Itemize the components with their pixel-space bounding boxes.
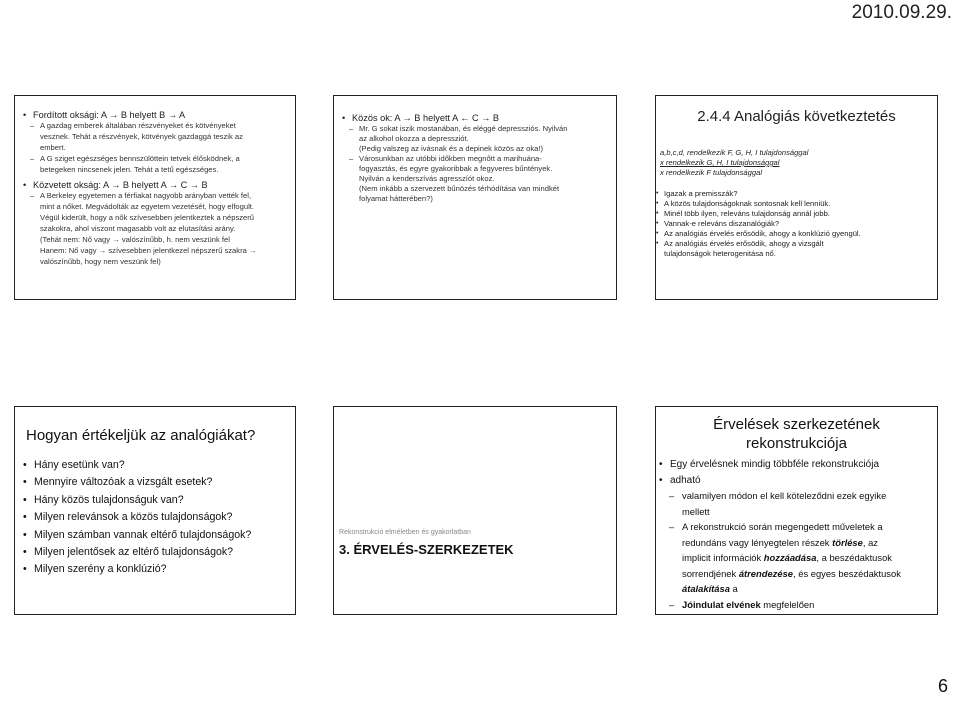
text-emphasis: törlése xyxy=(832,536,863,548)
question-item: • Vannak-e releváns diszanalógiák? xyxy=(656,219,933,229)
sub-bullet-cont: az alkohol okozza a depressziót. xyxy=(359,134,469,143)
sub-bullet: – A gazdag emberek általában részvényeket és kötvényeket xyxy=(19,121,287,131)
list-item: • Hány közös tulajdonságuk van? xyxy=(21,492,289,509)
list-item: • Egy érvelésnek mindig többféle rekonstrukciója xyxy=(656,457,929,473)
sub-item xyxy=(656,597,929,613)
text-run: a xyxy=(729,583,738,594)
schema-conclusion: x rendelkezik F tulajdonsággal xyxy=(660,168,763,177)
text-strong: Jóindulat elvének xyxy=(682,598,761,610)
sub-bullet-cont: betegeken nincsenek jelen. Tehát a tetű egészséges. xyxy=(40,165,219,174)
list-item: • Milyen relevánsok a közös tulajdonságok? xyxy=(21,509,289,526)
question-item: • Igazak a premisszák? xyxy=(656,189,933,199)
sub-bullet: – Városunkban az utóbbi időkben megnőtt a marihuána- xyxy=(338,154,610,164)
question-item: • A közös tulajdonságoknak sontosnak kell lenniük. xyxy=(656,199,933,209)
list-item: • Milyen számban vannak eltérő tulajdonságok? xyxy=(21,527,289,544)
list-item-cont xyxy=(656,473,929,489)
question-item-cont: tulajdonságok heterogenitása nő. xyxy=(664,249,776,258)
question-item: • Az analógiás érvelés erősödik, ahogy a vizsgált xyxy=(656,239,933,249)
slide-6-title-line-1: Érvelések szerkezetének xyxy=(713,416,880,433)
slide-5-subtitle: Rekonstrukció elméletben és gyakorlatban xyxy=(339,529,471,536)
sub-item: – valamilyen módon el kell köteleződni ezek egyike xyxy=(656,488,929,504)
text-run: megfelelően xyxy=(760,598,815,610)
bullet-forditott-oksag: • Fordított oksági: A → B helyett B → A xyxy=(19,110,287,121)
sub-bullet-cont: embert. xyxy=(40,143,66,152)
slide-6-title-line-2: rekonstrukciója xyxy=(746,435,847,452)
sub-bullet-cont: Végül kiderült, hogy a nők szívesebben jelentkeztek a népszerű xyxy=(40,213,255,222)
slide-2 xyxy=(333,95,617,300)
slide-1-body xyxy=(19,108,287,268)
slide-4 xyxy=(14,406,296,615)
sub-bullet-cont: szakokra, ahol viszont magasabb volt az elutasítási arány. xyxy=(40,224,236,233)
text-emphasis: átalakítása xyxy=(682,583,730,594)
sub-bullet-cont: (Tehát nem: Nő vagy → valószínűbb, h. nem veszünk fel xyxy=(40,235,230,244)
slide-4-title: Hogyan értékeljük az analógiákat? xyxy=(26,427,256,444)
sub-bullet-cont: fogyasztás, és egyre gyakoribbak a fegyveres bűntények. xyxy=(359,164,553,173)
sub-item: – A rekonstrukció során megengedett műveletek a xyxy=(656,519,929,535)
sub-item-cont: mellett xyxy=(682,505,710,517)
sub-bullet-cont: valószínűbb, hogy nem veszünk fel) xyxy=(40,257,161,266)
sub-bullet-cont: (Nem inkább a szervezett bűnözés térhódítása van mindkét xyxy=(359,184,560,193)
page-number: 6 xyxy=(937,676,948,696)
list-item: • Hány esetünk van? xyxy=(21,457,289,474)
slide-3-title: 2.4.4 Analógiás következtetés xyxy=(697,108,896,125)
bullet-kozos-ok: • Közös ok: A → B helyett A ← C → B xyxy=(338,113,610,124)
slide-6-list xyxy=(656,457,929,612)
sub-bullet: – Mr. G sokat iszik mostanában, és eléggé depressziós. Nyilván xyxy=(338,124,610,134)
sub-bullet-cont: Nyilván a kenderszívás agresszíót okoz. xyxy=(359,174,495,183)
slide-3-questions xyxy=(656,189,933,259)
sub-bullet-cont: folyamat hátterében?) xyxy=(359,194,433,203)
slide-5 xyxy=(333,406,617,615)
text-run: , és egyes beszédaktusok xyxy=(793,567,901,579)
question-item: • Az analógiás érvelés erősödik, ahogy a konklúzió gyengül. xyxy=(656,229,933,239)
sub-bullet-cont: Hanem: Nő vagy → szívesebben jelentkezel népszerű szakra → xyxy=(40,246,257,255)
sub-item-cont xyxy=(656,550,929,566)
list-item: • Milyen szerény a konklúzió? xyxy=(21,561,289,578)
slide-4-list xyxy=(21,457,289,579)
analogy-schema xyxy=(660,148,808,178)
list-item: • Milyen jelentősek az eltérő tulajdonságok? xyxy=(21,544,289,561)
text-run: redundáns vagy lényegtelen részek xyxy=(682,536,830,548)
bullet-kozvetett-oksag: • Közvetett okság: A → B helyett A → C → B xyxy=(19,180,287,191)
sub-item-cont xyxy=(656,566,929,582)
sub-bullet-cont: vesznek. Tehát a részvények, kötvények gazdaggá teszik az xyxy=(40,132,243,141)
question-item: • Minél több ilyen, releváns tulajdonság annál jobb. xyxy=(656,209,933,219)
header-date: 2010.09.29. xyxy=(851,2,952,23)
slide-6 xyxy=(655,406,938,615)
sub-bullet-cont: (Pedig valszeg az ivásnak és a depinek közös az oka!) xyxy=(359,144,544,153)
text-run: , az xyxy=(862,536,878,548)
slide-5-title: 3. ÉRVELÉS-SZERKEZETEK xyxy=(339,542,514,557)
schema-premise-2: x rendelkezik G, H, I tulajdonsággal xyxy=(660,158,780,167)
text-run: sorrendjének xyxy=(682,567,737,579)
text-emphasis: átrendezése xyxy=(738,567,794,579)
sub-item-cont xyxy=(656,581,929,597)
slide-6-title xyxy=(656,415,937,453)
text-emphasis: hozzáadása xyxy=(763,552,817,563)
slide-3 xyxy=(655,95,938,300)
text-run: implicit információk xyxy=(682,552,762,563)
schema-premise-1: a,b,c,d, rendelkezik F, G, H, I tulajdonsággal xyxy=(660,148,809,157)
slide-2-body xyxy=(338,113,610,204)
list-item: • Mennyire változóak a vizsgált esetek? xyxy=(21,474,289,491)
list-item-cont-text: adható xyxy=(670,474,701,486)
sub-item-cont xyxy=(656,535,929,551)
sub-bullet: – A Berkeley egyetemen a férfiakat nagyobb arányban vették fel, xyxy=(19,191,287,201)
slide-1 xyxy=(14,95,296,300)
sub-bullet: – A G sziget egészséges bennszülöttein tetvek élősködnek, a xyxy=(19,154,287,164)
text-run: , a beszédaktusok xyxy=(816,552,892,563)
sub-bullet-cont: mint a nőket. Megvádolták az egyetem vezetését, hogy elfogult. xyxy=(40,202,255,211)
